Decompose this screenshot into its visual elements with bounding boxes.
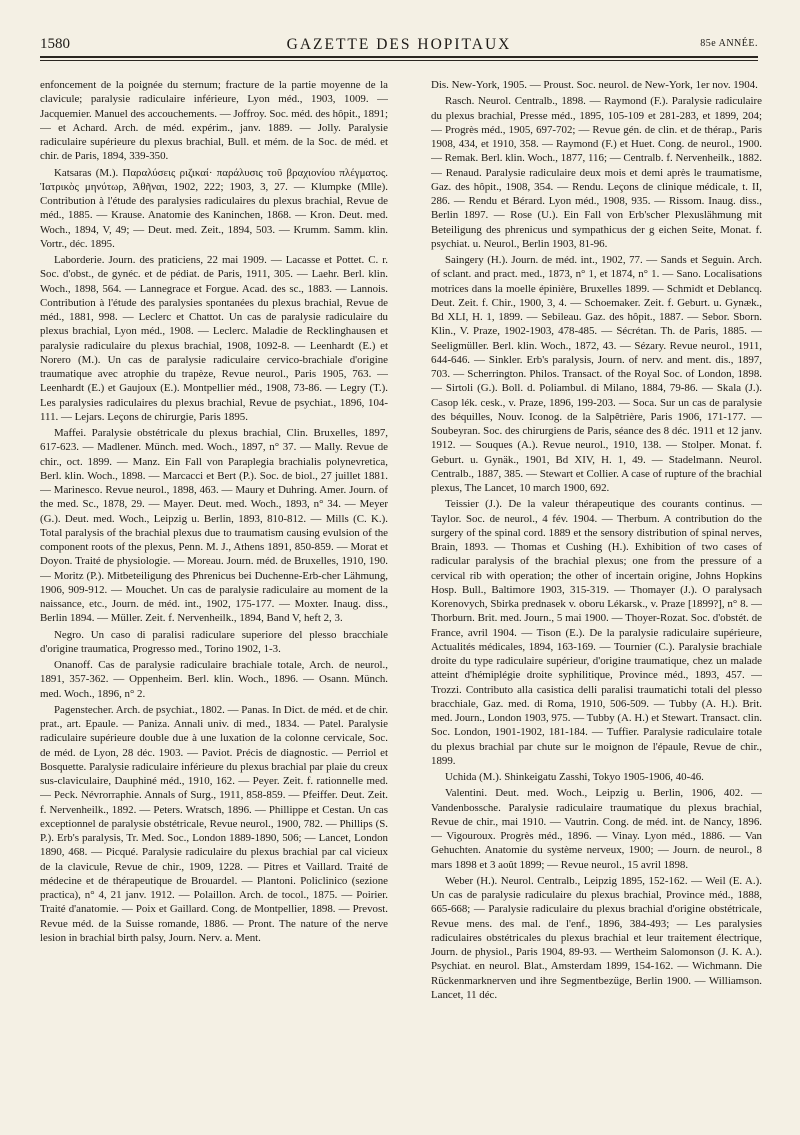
- page-header: [40, 28, 758, 68]
- year-label: 85e ANNÉE.: [700, 38, 758, 49]
- bibliography-paragraph: enfoncement de la poignée du sternum; fracture de la partie moyenne de la clavicule; paralysie radiculaire inférieure, Lyon méd., 1903, 1009. — Jacquemier. Manuel des accouchements. — Joffroy. Soc. méd. des hôpit., 1891; — et Achard. Arch. de méd. expérim., janv. 1889. — Jolly. Paralysie radiculaire supérieure du plexus brachial, Bull. et mém. de la Soc. de méd. et chir. de Paris, 1894, 339-350.: [40, 79, 388, 163]
- bibliography-paragraph: Teissier (J.). De la valeur thérapeutique des courants continus. — Taylor. Soc. de neurol., 4 fév. 1904. — Therbum. A contribution do the surgery of the spinal cord. 1889 et the sensory distribution of spinal nerves, Brain, 1893. — Thomas et Cushing (H.). Exhibition of two cases of radicular paralysis of the brachial plexus; one from the pressure of a cervical rib with operation; the other of incertain origine, Johns Hopkins Hosp. Bull., Baltimore 1903, 315-319. — Thomayer (J.). O paralysach Korenovych, Sbirka prednasek v. oboru Lékarsk., v. Praze [1899?], n° 8. — Thorburn. Brit. med. Journ., 5 mai 1900. — Thoyer-Rozat. Soc. d'obstét. de France, avril 1904. — Tison (E.). De la paralysie radiculaire supérieure, Actualités médicales, 1894, 163-169. — Tournier (C.). Paralysie brachiale droite du type radiculaire supérieur, d'origine traumatique, chez un malade atteint d'hémiplégie droite syphilitique, Province méd., 1893, 457. — Trozzi. Contributo alla casistica delli paralisi traumatichi totali del plesso bracchiale, Gaz. med. di Roma, 1910, 506-509. — Tubby (A. H.). Brit. med. Journ., London 1903, 975. — Tubby (A. H.) et Stewart. Transact. clin. Soc. London, 1901-1902, 181-184. — Tuffier. Paralysie radiculaire totale du plexus brachial par chute sur le moignon de l'épaule, Revue de chir., 1899.: [431, 498, 762, 767]
- bibliography-paragraph: Uchida (M.). Shinkeigatu Zasshi, Tokyo 1905-1906, 40-46.: [445, 771, 704, 783]
- bibliography-paragraph: Saingery (H.). Journ. de méd. int., 1902, 77. — Sands et Seguin. Arch. of sclant. and pract. med., 1873, n° 1, et 1874, n° 1. — Sano. Localisations motrices dans la moelle épinière, Bruxelles 1899. — Schmidt et Deblancq. Deut. Zeit. f. Chir., 1900, 3, 4. — Schoemaker. Zeit. f. Geburt. u. Gynæk., Bd XLI, H. 1, 1899. — Sebileau. Gaz. des hôpit., 1887. — Sebor. Sborn. Klin., V. Praze, 1902-1903, 478-485. — Sécrétan. Th. de Paris, 1885. — Seeligmüller. Berl. klin. Woch., 1872, 43. — Sézary. Revue neurol., 1911, 644-646. — Sinkler. Erb's paralysis, Journ. of nerv. and ment. dis., 1897, 703. — Scherrington. Philos. Transact. of the Royal Soc. of London, 1898. — Sirtoli (G.). Boll. d. Poliambul. di Milano, 1884, 79-86. — Skala (J.). Casop lék. cesk., v. Praze, 1896, 199-203. — Soca. Sur un cas de paralysie des béquilles, Nouv. Iconog. de la Salpêtrière, Paris 1906, 171-177. — Soubeyran. Soc. des chirurgiens de Paris, séance des 8 déc. 1911 et 12 janv. 1912. — Souques (A.). Revue neurol., 1910, 138. — Stolper. Monat. f. Geburt. u. Gynäk., 1901, Bd XIV, H. 1, 49. — Stadelmann. Neurol. Centralb., 1887, 385. — Stewart et Collier. A case of rupture of the brachial plexus, The Lancet, 10 march 1900, 692.: [431, 254, 762, 494]
- page-number: 1580: [40, 36, 70, 52]
- bibliography-paragraph: Negro. Un caso di paralisi radiculare superiore del plesso bracchiale d'origine traumatica, Progresso med., Torino 1902, 1-3.: [40, 628, 388, 655]
- header-rule-thin: [40, 60, 758, 61]
- bibliography-paragraph: Laborderie. Journ. des praticiens, 22 mai 1909. — Lacasse et Pottet. C. r. Soc. d'obst., de gynéc. et de pédiat. de Paris, 1911, 305. — Laehr. Berl. klin. Woch., 1898, 564. — Lannegrace et Forgue. Acad. des sc., 1883. — Lannois. Contribution à l'étude des paralysies spontanées du plexus brachial, Revue de méd., 1881, 998. — Leclerc et Chattot. Un cas de paralysie radiculaire du plexus brachial, Lyon méd., 1908. — Leclerc. Maladie de Recklinghausen et paralysie radiculaire du plexus brachial, 1908, 1092-8. — Leenhardt (E.) et Norero (M.). Un cas de paralysie radiculaire cervico-brachiale d'origine traumatique avec atrophie du trapèze, Revue neurol., Paris 1905, 763. — Leenhardt (E.) et Gaujoux (E.). Montpellier méd., 1908, 73-86. — Legry (T.). Les paralysies radiculaires du plexus brachial, Revue de psychiat., 1896, 104-111. — Lejars. Leçons de chirurgie, Paris 1895.: [40, 254, 388, 423]
- bibliography-paragraph: Rasch. Neurol. Centralb., 1898. — Raymond (F.). Paralysie radiculaire du plexus brachial, Presse méd., 1895, 105-109 et 281-283, et 1899, 204; — Progrès méd., 1905, 697-702; — Revue gén. de clin. et de thérap., Paris 1908, 434, et 1910, 358. — Raymond (F.) et Huet. Cong. de neurol., 1900. — Remak. Berl. klin. Woch., 1877, 116; — Centralb. f. Nervenheilk., 1882. — Renaud. Paralysie radiculaire deux mois et demi après le traumatisme, Gaz. des hôpit., 1908, 354. — Rendu. Leçons de clinique médicale, t. II, 286. — Rendu et Bérard. Lyon méd., 1908, 935. — Rissom. Inaug. diss., Berlin 1897. — Rose (U.). Ein Fall von Erb'scher Plexuslähmung mit Beteiligung des phrenicus und sympathicus der g eichen Seite, Monat. f. psychiat. u. Neurol., Berlin 1903, 81-96.: [431, 95, 762, 250]
- bibliography-paragraph: Pagenstecher. Arch. de psychiat., 1802. — Panas. In Dict. de méd. et de chir. prat., art. Epaule. — Paniza. Annali univ. di med., 1834. — Patel. Paralysie radiculaire supérieure double due à une luxation de la colonne cervicale, Soc. de méd. de Lyon, 28 déc. 1903. — Paviot. Précis de diagnostic. — Perriol et Bosquette. Paralysie radiculaire inférieure du plexus brachial par plaie du creux sus-claviculaire, Dauphiné méd., 1910, 162. — Peyer. Zeit. f. rationnelle med. — Peck. Névrorraphie. Annals of Surg., 1911, 858-859. — Pfeiffer. Deut. Zeit. f. Nervenheilk., 1892. — Peters. Wratsch, 1896. — Phillippe et Cestan. Un cas exceptionnel de paralysie obstétricale, Revue neurol., 1900, 782. — Phillips (S. P.). Erb's paralysis, Tr. Med. Soc., London 1889-1890, 506; — Lancet, London 1890, 468. — Picqué. Paralysie radiculaire du plexus brachial par cal vicieux de la clavicule, Revue de chir., 1909, 1228. — Pitres et Vaillard. Traité de médecine et de thérapeutique de Brouardel. — Plantoni. Policlinico (sezione practica), n° 4, 21 janv. 1912. — Polaillon. Arch. de tocol., 1875. — Poirier. Traité d'anatomie. — Poix et Gaillard. Cong. de Montpellier, 1898. — Prevost. Revue méd. de la Suisse romande, 1886. — Pront. The nature of the nerve lesion in brachial birth palsy, Journ. Nerv. a. Ment.: [40, 703, 388, 944]
- bibliography-paragraph: Weber (H.). Neurol. Centralb., Leipzig 1895, 152-162. — Weil (E. A.). Un cas de paralysie radiculaire du plexus brachial, Province méd., 1888, 665-668; — Paralysie radiculaire du plexus brachial d'origine obstétricale, Revue mens. des mal. de l'enf., 1896, 384-493; — Les paralysies radiculaires obstétricales du plexus brachial et leur traitement électrique, Journ. de physiol., Paris 1904, 89-93. — Wertheim Salomonson (J. K. A.). Psychiat. en neurol. Blat., Amsterdam 1899, 154-162. — Wichmann. Die Rückenmarknerven und ihre Segmentbezüge, Berlin 1900. — Williamson. Lancet, 11 déc.: [431, 874, 762, 1001]
- left-column: [40, 78, 388, 1123]
- bibliography-paragraph: Dis. New-York, 1905. — Proust. Soc. neurol. de New-York, 1er nov. 1904.: [431, 79, 758, 91]
- bibliography-paragraph: Maffei. Paralysie obstétricale du plexus brachial, Clin. Bruxelles, 1897, 617-623. — Madlener. Münch. med. Woch., 1897, n° 37. — Mally. Revue de chir., oct. 1899. — Manz. Ein Fall von Paraplegia brachialis polynevretica, Berl. klin. Woch., 1898. — Marcacci et Bert (P.). Soc. de biol., 27 juillet 1881. — Marinesco. Revue neurol., 1898, 463. — Maury et Duhring. Amer. Journ. of the med. Sc., 1878, 29. — Mayer. Deut. med. Woch., 1893, n° 34. — Meyer (G.). Deut. med. Woch., Leipzig u. Berlin, 1893, 810-812. — Mills (C. K.). Total paralysis of the brachial plexus due to traumatism causing evulsion of the component roots of the plexus, Penn. M. J., Athens 1891, 850-859. — Morat et Doyon. Traité de physiologie. — Moreau. Journ. méd. de Bruxelles, 1910, 190. — Moritz (P.). Mitbeteiligung des Phrenicus bei Duchenne-Erb-cher Lähmung, 1906, 909-912. — Mouchet. Un cas de paralysie radiculaire au moment de la naissance, etc., Journ. de méd. int., 1902, 175-177. — Moxter. Inaug. diss., Berlin 1894. — Müller. Zeit. f. Nervenheilk., 1894, Band V, heft 2, 3.: [40, 427, 388, 625]
- header-rule-thick: [40, 56, 758, 58]
- bibliography-paragraph: Katsaras (M.). Παραλύσεις ριζικαί· παράλυσις τοῦ βραχιονίου πλέγματος. Ἰατρικὸς μηνύτωρ, Ἀθῆναι, 1902, 222; 1903, 3, 27. — Klumpke (Mlle). Contribution à l'étude des paralysies radiculaires du plexus brachial, Revue de méd., 1885. — Krause. Anatomie des Kaninchen, 1868. — Kron. Deut. med. Woch., 1894, V, 49; — Deut. med. Zeit., 1894, 503. — Krumm. Samm. klin. Vortr., déc. 1895.: [40, 166, 388, 250]
- bibliography-paragraph: Onanoff. Cas de paralysie radiculaire brachiale totale, Arch. de neurol., 1891, 357-362. — Oppenheim. Berl. klin. Woch., 1896. — Osann. Münch. med. Woch., 1896, n° 2.: [40, 659, 388, 700]
- journal-title: GAZETTE DES HOPITAUX: [286, 36, 512, 53]
- bibliography-paragraph: Valentini. Deut. med. Woch., Leipzig u. Berlin, 1906, 402. — Vandenbossche. Paralysie radiculaire traumatique du plexus brachial, Revue de chir., mai 1910. — Vautrin. Cong. de méd. int. de Nancy, 1896. — Vigouroux. Progrès méd., 1896. — Vinay. Lyon méd., 1886. — Van Gehuchten. Anatomie du système nerveux, 1900; — Journ. de neurol., 8 mars 1898 et 3 août 1899; — Revue neurol., 15 avril 1898.: [431, 787, 762, 871]
- right-column: [431, 78, 762, 1123]
